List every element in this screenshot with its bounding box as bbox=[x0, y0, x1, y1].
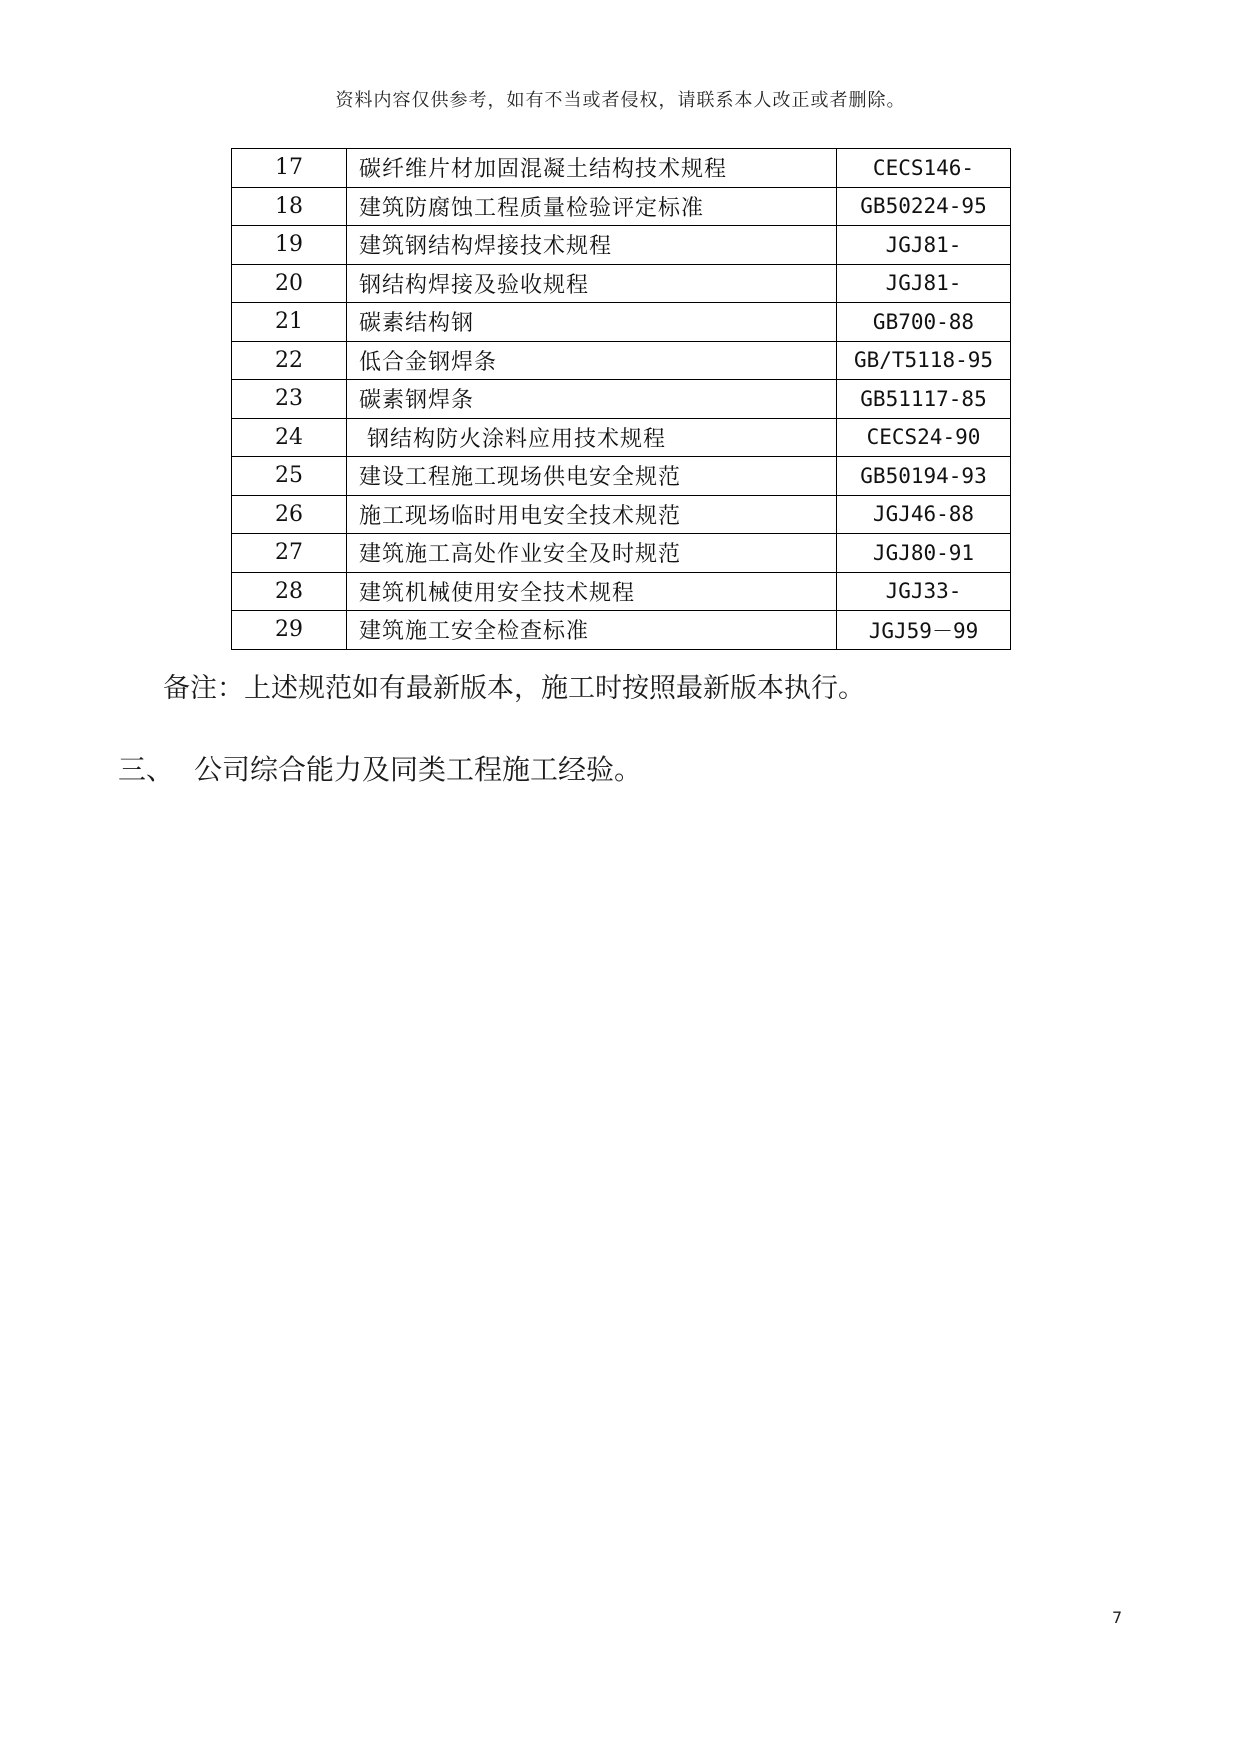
standard-code: CECS24-90 bbox=[837, 418, 1011, 457]
table-row bbox=[232, 187, 1011, 226]
standard-code: GB/T5118-95 bbox=[837, 341, 1011, 380]
row-number: 29 bbox=[232, 611, 347, 650]
standard-name: 建筑防腐蚀工程质量检验评定标准 bbox=[347, 187, 837, 226]
row-number: 25 bbox=[232, 457, 347, 496]
standard-name: 低合金钢焊条 bbox=[347, 341, 837, 380]
standard-name: 建筑机械使用安全技术规程 bbox=[347, 572, 837, 611]
standard-name: 建筑施工高处作业安全及时规范 bbox=[347, 534, 837, 573]
row-number: 21 bbox=[232, 303, 347, 342]
standard-code: GB51117-85 bbox=[837, 380, 1011, 419]
standard-name: 建筑钢结构焊接技术规程 bbox=[347, 226, 837, 265]
standard-name: 碳素钢焊条 bbox=[347, 380, 837, 419]
row-number: 18 bbox=[232, 187, 347, 226]
remark-note: 备注：上述规范如有最新版本，施工时按照最新版本执行。 bbox=[163, 673, 865, 704]
section-title: 公司综合能力及同类工程施工经验。 bbox=[194, 753, 643, 786]
standard-code: CECS146- bbox=[837, 149, 1011, 188]
standard-code: JGJ33- bbox=[837, 572, 1011, 611]
table-row bbox=[232, 149, 1011, 188]
table-row bbox=[232, 611, 1011, 650]
row-number: 24 bbox=[232, 418, 347, 457]
table-row bbox=[232, 534, 1011, 573]
standard-code: JGJ59－99 bbox=[837, 611, 1011, 650]
page-header-disclaimer: 资料内容仅供参考，如有不当或者侵权，请联系本人改正或者删除。 bbox=[335, 90, 906, 111]
section-number: 三、 bbox=[118, 753, 175, 786]
table-row bbox=[232, 457, 1011, 496]
standard-code: GB50194-93 bbox=[837, 457, 1011, 496]
table-row bbox=[232, 495, 1011, 534]
row-number: 19 bbox=[232, 226, 347, 265]
standard-name: 建设工程施工现场供电安全规范 bbox=[347, 457, 837, 496]
row-number: 17 bbox=[232, 149, 347, 188]
row-number: 20 bbox=[232, 264, 347, 303]
table-row bbox=[232, 418, 1011, 457]
table-row bbox=[232, 380, 1011, 419]
standard-code: JGJ46-88 bbox=[837, 495, 1011, 534]
standards-table-body bbox=[232, 149, 1011, 650]
standard-name: 钢结构焊接及验收规程 bbox=[347, 264, 837, 303]
row-number: 22 bbox=[232, 341, 347, 380]
standard-name: 钢结构防火涂料应用技术规程 bbox=[347, 418, 837, 457]
row-number: 23 bbox=[232, 380, 347, 419]
table-row bbox=[232, 572, 1011, 611]
standard-name: 碳纤维片材加固混凝土结构技术规程 bbox=[347, 149, 837, 188]
page-number: 7 bbox=[1112, 1608, 1123, 1627]
standard-code: JGJ81- bbox=[837, 264, 1011, 303]
table-row bbox=[232, 303, 1011, 342]
standard-code: GB50224-95 bbox=[837, 187, 1011, 226]
standards-table bbox=[231, 148, 1011, 650]
standard-name: 施工现场临时用电安全技术规范 bbox=[347, 495, 837, 534]
standard-code: JGJ81- bbox=[837, 226, 1011, 265]
row-number: 27 bbox=[232, 534, 347, 573]
standard-code: JGJ80-91 bbox=[837, 534, 1011, 573]
table-row bbox=[232, 226, 1011, 265]
standard-code: GB700-88 bbox=[837, 303, 1011, 342]
table-row bbox=[232, 264, 1011, 303]
standard-name: 碳素结构钢 bbox=[347, 303, 837, 342]
section-heading bbox=[118, 748, 642, 788]
standard-name: 建筑施工安全检查标准 bbox=[347, 611, 837, 650]
row-number: 26 bbox=[232, 495, 347, 534]
row-number: 28 bbox=[232, 572, 347, 611]
table-row bbox=[232, 341, 1011, 380]
